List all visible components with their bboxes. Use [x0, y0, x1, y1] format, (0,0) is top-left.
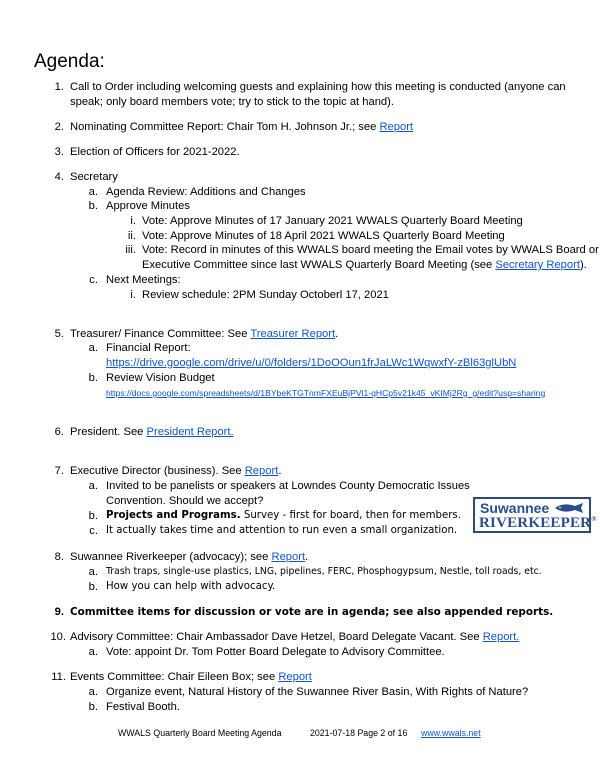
suwannee-riverkeeper-logo — [473, 497, 597, 533]
subitem-letter: a. — [88, 480, 98, 492]
subitem-letter: b. — [88, 372, 98, 384]
agenda-item-4b-i: Vote: Approve Minutes of 17 January 2021 WWALS Quarterly Board Meeting — [142, 215, 523, 227]
item-text: Nominating Committee Report: Chair Tom H. Johnson Jr.; see — [70, 121, 380, 133]
agenda-item-5 — [70, 327, 338, 341]
riverkeeper-report-link[interactable]: Report — [271, 551, 306, 563]
vision-budget-url-line — [106, 386, 545, 400]
agenda-item-8a: Trash traps, single-use plastics, LNG, pipelines, FERC, Phosphogypsum, Nestle, toll roads, etc. — [106, 566, 542, 577]
subitem-roman: iii. — [125, 244, 136, 256]
executive-director-report-link[interactable]: Report — [244, 465, 279, 477]
item-text: . — [278, 465, 282, 477]
fish-icon — [553, 502, 587, 514]
subitem-letter: a. — [88, 646, 98, 658]
subitem-letter: a. — [88, 686, 98, 698]
subitem-letter: c. — [89, 525, 98, 537]
item-text: ). — [579, 259, 587, 271]
item-text: . — [305, 551, 309, 563]
agenda-item-1-cont: speak; only board members vote; try to stick to the topic at hand). — [70, 96, 394, 108]
item-text: Suwannee Riverkeeper (advocacy); see — [70, 551, 272, 563]
footer-doc-title: WWALS Quarterly Board Meeting Agenda — [118, 728, 282, 738]
footer-site — [421, 728, 481, 738]
logo-text-top: Suwannee — [480, 500, 550, 516]
agenda-item-2 — [70, 120, 413, 134]
subitem-letter: a. — [88, 186, 98, 198]
agenda-item-7 — [70, 464, 281, 478]
registered-mark: ® — [591, 515, 597, 523]
agenda-item-11 — [70, 670, 312, 684]
nominating-report-link[interactable]: Report — [379, 121, 414, 133]
subitem-letter: b. — [88, 701, 98, 713]
agenda-item-4: Secretary — [70, 171, 118, 183]
agenda-item-9: Committee items for discussion or vote are in agenda; see also appended reports. — [70, 606, 554, 618]
agenda-item-7a: Invited to be panelists or speakers at Lowndes County Democratic Issues — [106, 480, 470, 492]
financial-report-url-link[interactable]: https://drive.google.com/drive/u/0/folders/1DoOOun1frJaLWc1WqwxfY-zBl63glUbN — [106, 357, 517, 369]
events-report-link[interactable]: Report — [278, 671, 312, 683]
agenda-item-1: Call to Order including welcoming guests and explaining how this meeting is conducted (anyone can — [70, 81, 566, 93]
subitem-roman: i. — [130, 289, 136, 301]
financial-report-url-line — [106, 356, 516, 370]
subitem-letter: b. — [88, 510, 98, 522]
agenda-item-8b: How you can help with advocacy. — [106, 581, 276, 592]
agenda-item-10 — [70, 630, 519, 644]
agenda-item-5a: Financial Report: — [106, 342, 191, 354]
item-number: 7. — [54, 465, 64, 477]
agenda-item-4b: Approve Minutes — [106, 200, 190, 212]
subitem-letter: b. — [88, 200, 98, 212]
item-text: President. See — [70, 426, 147, 438]
agenda-item-7b — [106, 509, 461, 523]
footer-date-page: 2021-07-18 Page 2 of 16 — [310, 728, 408, 738]
subitem-letter: c. — [89, 274, 98, 286]
agenda-item-4a: Agenda Review: Additions and Changes — [106, 186, 306, 198]
item-text: . — [335, 328, 339, 340]
treasurer-report-link[interactable]: Treasurer Report — [250, 328, 336, 340]
agenda-item-10a: Vote: appoint Dr. Tom Potter Board Delegate to Advisory Committee. — [106, 646, 445, 658]
agenda-item-6 — [70, 425, 234, 439]
vision-budget-url-link[interactable]: https://docs.google.com/spreadsheets/d/1BYbeKTGTnmFXEuBjPVl1-qHCp5v21k45_vKIMj2Rg_g/edit?usp=sharing — [106, 388, 546, 398]
agenda-item-4c: Next Meetings: — [106, 274, 181, 286]
president-report-link[interactable]: President Report. — [146, 426, 234, 438]
agenda-item-8 — [70, 550, 308, 564]
agenda-item-4b-iii-cont — [142, 258, 587, 272]
subitem-letter: a. — [88, 342, 98, 354]
agenda-item-7c: It actually takes time and attention to run even a small organization. — [106, 525, 458, 536]
page-title: Agenda: — [34, 51, 105, 72]
secretary-report-link[interactable]: Secretary Report — [495, 259, 580, 271]
item-number: 4. — [54, 171, 64, 183]
item-number: 1. — [54, 81, 64, 93]
agenda-item-4b-ii: Vote: Approve Minutes of 18 April 2021 WWALS Quarterly Board Meeting — [142, 230, 505, 242]
item-number: 5. — [54, 328, 64, 340]
item-number: 3. — [54, 146, 64, 158]
item-number: 10. — [50, 631, 66, 643]
item-text: Executive Committee since last WWALS Quarterly Board Meeting (see — [142, 259, 496, 271]
agenda-item-5b: Review Vision Budget — [106, 372, 215, 384]
item-number: 8. — [54, 551, 64, 563]
item-text: Advisory Committee: Chair Ambassador Dave Hetzel, Board Delegate Vacant. See — [70, 631, 483, 643]
advisory-report-link[interactable]: Report. — [482, 631, 520, 643]
agenda-item-3: Election of Officers for 2021-2022. — [70, 146, 240, 158]
item-number: 2. — [54, 121, 64, 133]
subitem-letter: a. — [88, 566, 98, 578]
item-text: Events Committee: Chair Eileen Box; see — [70, 671, 279, 683]
item-number: 6. — [54, 426, 64, 438]
logo-text-bottom — [479, 515, 597, 532]
agenda-item-4c-i: Review schedule: 2PM Sunday Octoberl 17, 2021 — [142, 289, 389, 301]
agenda-item-11a: Organize event, Natural History of the Suwannee River Basin, With Rights of Nature? — [106, 686, 529, 698]
agenda-item-11b: Festival Booth. — [106, 701, 180, 713]
item-number: 11. — [51, 671, 66, 683]
subitem-roman: i. — [130, 215, 136, 227]
logo-word: RIVERKEEPER — [479, 515, 592, 531]
agenda-item-7a-cont: Convention. Should we accept? — [106, 495, 264, 507]
item-text: Survey - first for board, then for members. — [240, 510, 461, 521]
item-text: Executive Director (business). See — [70, 465, 245, 477]
item-text: Treasurer/ Finance Committee: See — [70, 328, 251, 340]
item-number: 9. — [54, 606, 64, 618]
item-text-bold: Projects and Programs. — [106, 510, 241, 521]
subitem-roman: ii. — [127, 230, 136, 242]
subitem-letter: b. — [88, 581, 98, 593]
agenda-item-4b-iii: Vote: Record in minutes of this WWALS board meeting the Email votes by WWALS Board or — [142, 244, 599, 256]
footer-site-link[interactable]: www.wwals.net — [421, 728, 481, 738]
